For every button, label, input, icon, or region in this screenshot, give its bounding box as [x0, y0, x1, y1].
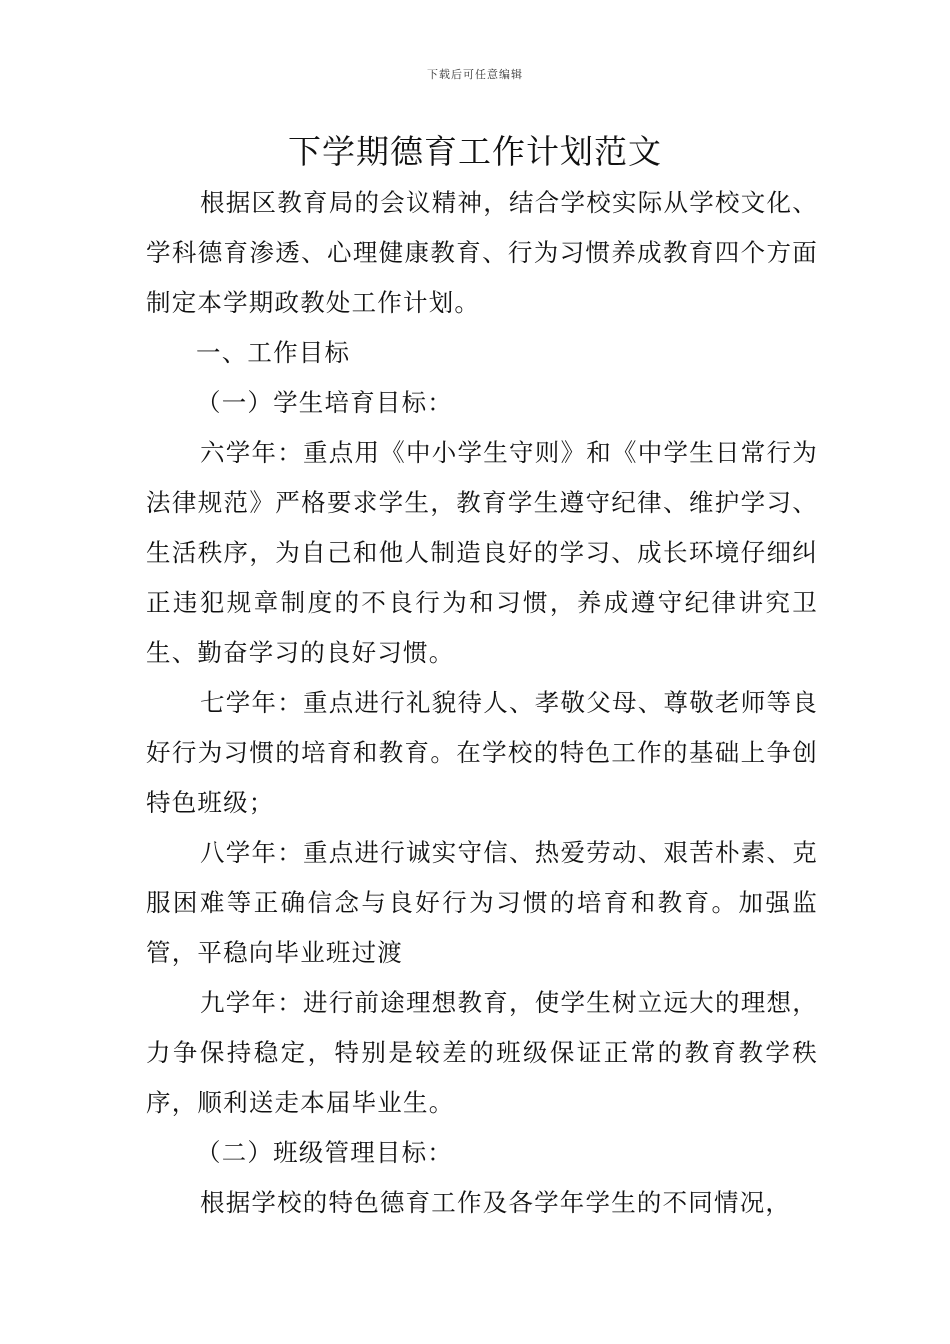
- subheading-class-management-goals: （二）班级管理目标：: [196, 1138, 453, 1167]
- subheading-student-goals: （一）学生培育目标：: [196, 388, 453, 417]
- section-heading-work-goals: 一、工作目标: [196, 338, 351, 367]
- paragraph-grade-eight: 八学年：重点进行诚实守信、热爱劳动、艰苦朴素、克服困难等正确信念与良好行为习惯的培育和教育。加强监管，平稳向毕业班过渡: [146, 838, 818, 967]
- paragraph-grade-seven: 七学年：重点进行礼貌待人、孝敬父母、尊敬老师等良好行为习惯的培育和教育。在学校的特色工作的基础上争创特色班级；: [146, 688, 818, 817]
- document-title: 下学期德育工作计划范文: [288, 132, 662, 171]
- paragraph-grade-nine: 九学年：进行前途理想教育，使学生树立远大的理想，力争保持稳定，特别是较差的班级保证正常的教育教学秩序，顺利送走本届毕业生。: [146, 988, 818, 1117]
- paragraph-class-management: 根据学校的特色德育工作及各学年学生的不同情况，: [200, 1188, 792, 1217]
- header-note: 下载后可任意编辑: [427, 68, 523, 81]
- paragraph-grade-six: 六学年：重点用《中小学生守则》和《中学生日常行为法律规范》严格要求学生，教育学生遵守纪律、维护学习、生活秩序，为自己和他人制造良好的学习、成长环境仔细纠正违犯规章制度的不良行为和习惯，养成遵守纪律讲究卫生、勤奋学习的良好习惯。: [146, 438, 818, 667]
- paragraph-intro: 根据区教育局的会议精神，结合学校实际从学校文化、学科德育渗透、心理健康教育、行为习惯养成教育四个方面制定本学期政教处工作计划。: [146, 188, 818, 317]
- document-body: [146, 178, 818, 1228]
